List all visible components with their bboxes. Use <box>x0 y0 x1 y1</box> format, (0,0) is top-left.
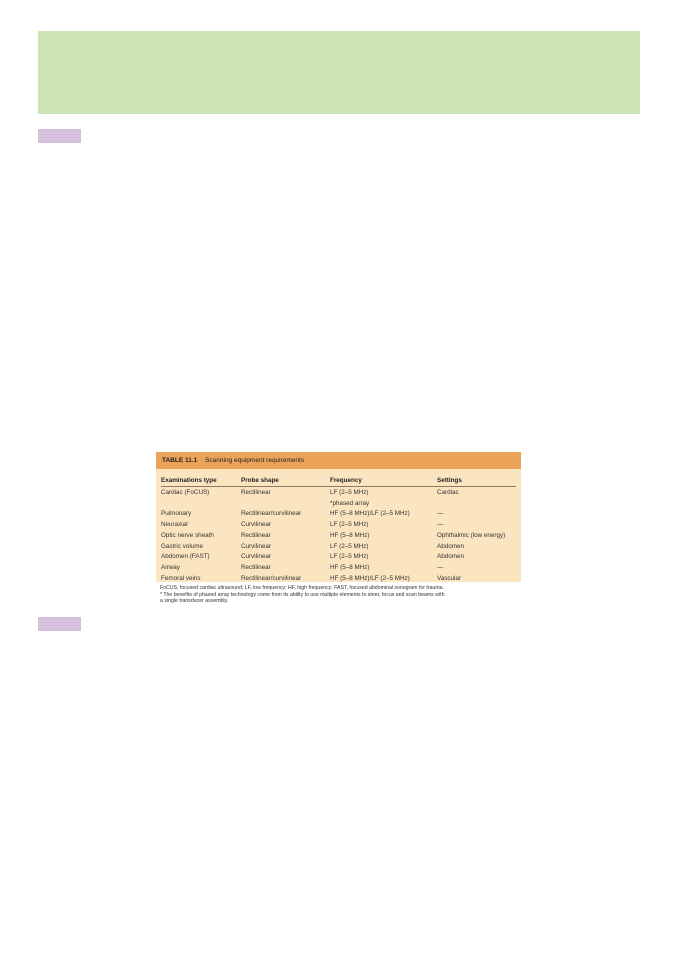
table-row <box>161 509 516 520</box>
cell-probe: Rectilinear <box>241 531 271 539</box>
table-header-row <box>161 473 516 487</box>
header-exam: Examinations type <box>161 477 217 484</box>
table-body <box>156 469 521 582</box>
cell-settings: Cardiac <box>437 489 459 496</box>
cell-frequency-note: *phased array <box>330 499 370 507</box>
table-title: Scanning equipment requirements <box>205 457 305 464</box>
cell-settings: Vascular <box>437 574 462 582</box>
equipment-table <box>156 452 521 605</box>
cell-exam: Airway <box>161 563 180 571</box>
table-row <box>161 552 516 563</box>
table-footnotes <box>156 582 521 605</box>
table-row <box>161 488 516 509</box>
cell-probe: Rectilinear/curvilinear <box>241 510 302 518</box>
cell-exam: Pulmonary <box>161 510 192 518</box>
cell-settings: Ophthalmic (low energy) <box>437 531 506 539</box>
header-box <box>38 31 640 114</box>
cell-frequency: LF (2–5 MHz) <box>330 553 369 561</box>
cell-probe: Rectilinear/curvilinear <box>241 574 302 582</box>
cell-frequency: LF (2–5 MHz) <box>330 521 369 529</box>
cell-exam: Neuraxial <box>161 521 188 529</box>
table-row <box>161 531 516 542</box>
header-settings: Settings <box>437 477 462 484</box>
cell-probe: Curvilinear <box>241 542 272 550</box>
cell-settings: — <box>437 521 444 529</box>
cell-frequency <box>330 488 437 509</box>
cell-exam: Gastric volume <box>161 542 203 550</box>
cell-probe: Rectilinear <box>241 563 271 571</box>
table-row <box>161 520 516 531</box>
cell-probe: Curvilinear <box>241 521 272 529</box>
cell-settings: — <box>437 563 444 571</box>
table-number: TABLE 11.1 <box>162 457 198 464</box>
cell-exam: Femoral veins <box>161 574 201 582</box>
header-probe: Probe shape <box>241 477 279 484</box>
cell-probe: Rectilinear <box>241 489 271 496</box>
cell-frequency: HF (5–8 MHz) <box>330 563 370 571</box>
cell-frequency: LF (2–5 MHz) <box>330 542 369 550</box>
footnote-abbreviations: FoCUS, focused cardiac ultrasound; LF, low frequency; HF, high frequency; FAST, focused abdominal sonogram for trauma. <box>160 585 445 591</box>
section-tag <box>38 617 81 631</box>
cell-frequency-value: LF (2–5 MHz) <box>330 489 369 496</box>
cell-settings: Abdomen <box>437 542 464 550</box>
footnote-phased-array: * The benefits of phased array technology come from its ability to use multiple elements to steer, focus and scan beams with <box>160 591 445 598</box>
cell-exam: Cardiac (FoCUS) <box>161 489 210 496</box>
table-row <box>161 563 516 574</box>
table-row <box>161 574 516 585</box>
table-row <box>161 542 516 553</box>
header-frequency: Frequency <box>330 477 362 484</box>
cell-exam: Abdomen (FAST) <box>161 553 210 561</box>
section-tag <box>38 129 81 143</box>
cell-probe: Curvilinear <box>241 553 272 561</box>
cell-settings: — <box>437 510 444 518</box>
cell-frequency: HF (5–8 MHz) <box>330 531 370 539</box>
cell-exam: Optic nerve sheath <box>161 531 214 539</box>
footnote-phased-array-cont: a single transducer assembly. <box>160 598 229 605</box>
table-title-bar <box>156 452 521 469</box>
cell-frequency: HF (5–8 MHz)/LF (2–5 MHz) <box>330 574 410 582</box>
cell-frequency: HF (5–8 MHz)/LF (2–5 MHz) <box>330 510 410 518</box>
cell-settings: Abdomen <box>437 553 464 561</box>
